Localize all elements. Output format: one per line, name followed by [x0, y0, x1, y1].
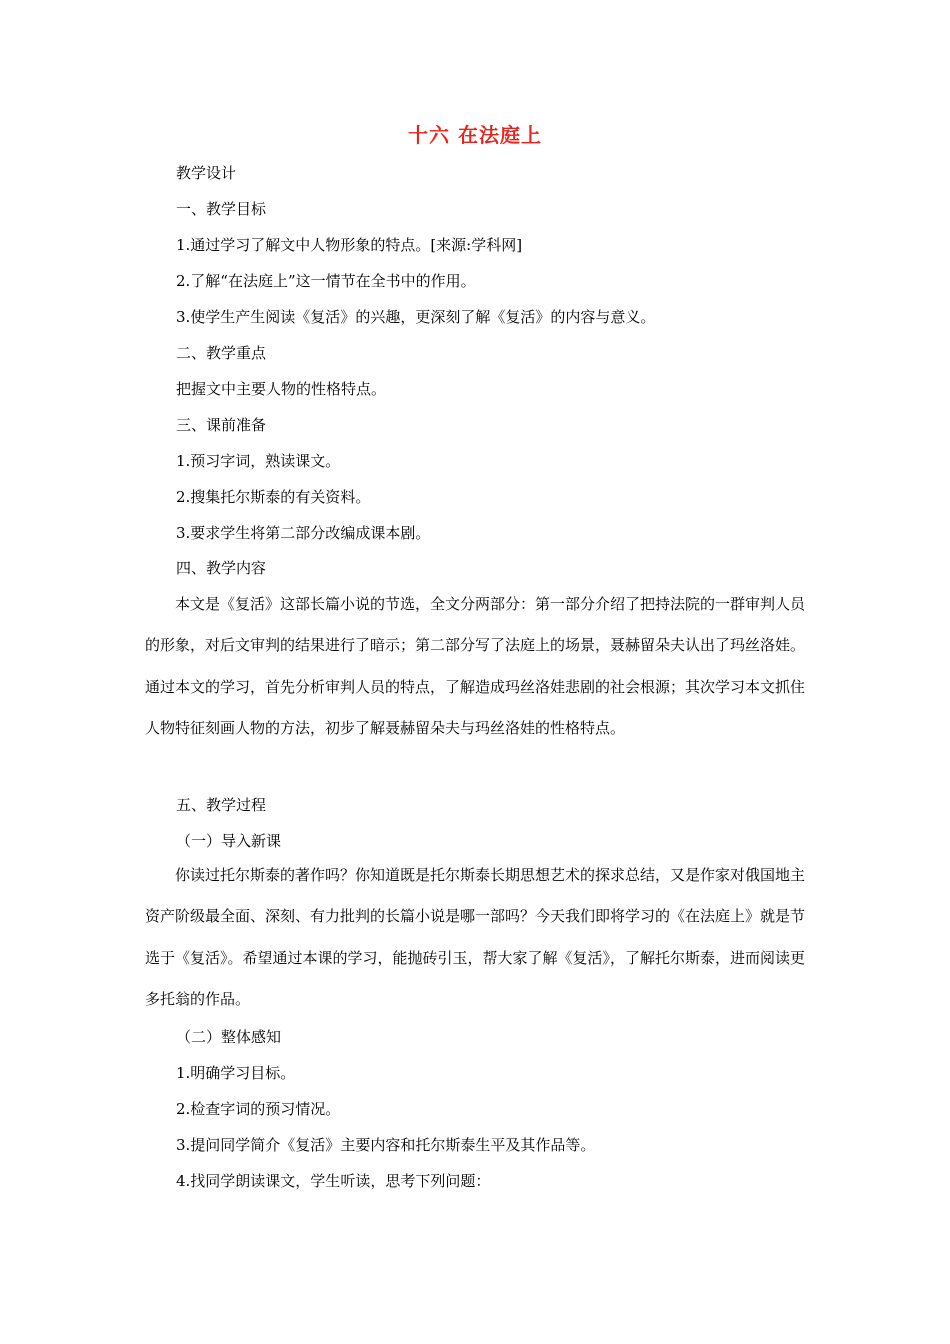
preparation-item-1: 1.预习字词，熟读课文。	[176, 452, 341, 470]
objective-item-1: 1.通过学习了解文中人物形象的特点。[来源:学科网]	[176, 236, 523, 254]
preparation-item-2: 2.搜集托尔斯泰的有关资料。	[176, 488, 371, 506]
focus-text: 把握文中主要人物的性格特点。	[176, 380, 387, 398]
section-heading-preparation: 三、课前准备	[176, 416, 267, 434]
overall-item-1: 1.明确学习目标。	[176, 1064, 296, 1082]
subheading-overall: （二）整体感知	[176, 1028, 282, 1046]
objective-item-3: 3.使学生产生阅读《复活》的兴趣，更深刻了解《复活》的内容与意义。	[176, 308, 656, 326]
design-label: 教学设计	[176, 164, 237, 182]
section-heading-objectives: 一、教学目标	[176, 200, 267, 218]
overall-item-3: 3.提问同学简介《复活》主要内容和托尔斯泰生平及其作品等。	[176, 1136, 596, 1154]
subheading-intro: （一）导入新课	[176, 832, 282, 850]
section-heading-process: 五、教学过程	[176, 796, 267, 814]
intro-paragraph: 你读过托尔斯泰的著作吗？你知道既是托尔斯泰长期思想艺术的探求总结，又是作家对俄国地主资产阶级最全面、深刻、有力批判的长篇小说是哪一部吗？今天我们即将学习的《在法庭上》就是节选于《复活》。希望通过本课的学习，能抛砖引玉，帮大家了解《复活》，了解托尔斯泰，进而阅读更多托翁的作品。	[145, 866, 806, 1008]
overall-item-4: 4.找同学朗读课文，学生听读，思考下列问题：	[176, 1172, 491, 1190]
section-heading-focus: 二、教学重点	[176, 344, 267, 362]
objective-item-2: 2.了解“在法庭上”这一情节在全书中的作用。	[176, 272, 476, 290]
content-paragraph: 本文是《复活》这部长篇小说的节选，全文分两部分：第一部分介绍了把持法院的一群审判人员的形象，对后文审判的结果进行了暗示；第二部分写了法庭上的场景，聂赫留朵夫认出了玛丝洛娃。通过本文的学习，首先分析审判人员的特点，了解造成玛丝洛娃悲剧的社会根源；其次学习本文抓住人物特征刻画人物的方法，初步了解聂赫留朵夫与玛丝洛娃的性格特点。	[145, 595, 806, 737]
page-title: 十六 在法庭上	[408, 123, 542, 147]
overall-item-2: 2.检查字词的预习情况。	[176, 1100, 341, 1118]
preparation-item-3: 3.要求学生将第二部分改编成课本剧。	[176, 524, 431, 542]
section-heading-content: 四、教学内容	[176, 559, 267, 577]
